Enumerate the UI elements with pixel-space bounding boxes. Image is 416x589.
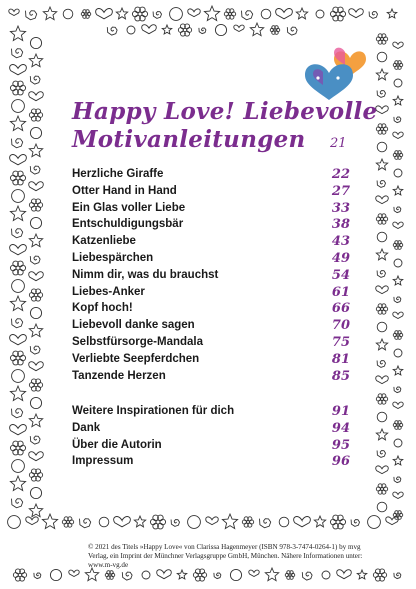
toc-entry[interactable] [72, 168, 350, 185]
toc-entry-page: 85 [331, 368, 350, 384]
toc-entry[interactable] [72, 235, 350, 252]
toc-entry-label: Impressum [72, 455, 134, 468]
toc-entry[interactable] [72, 202, 350, 219]
toc-entry[interactable] [72, 185, 350, 202]
toc-entry-label: Liebespärchen [72, 252, 154, 264]
toc-entry[interactable] [72, 353, 350, 370]
toc-entry[interactable] [72, 422, 350, 439]
toc-entry-label: Tanzende Herzen [72, 369, 166, 382]
toc-entry-label: Katzenliebe [72, 235, 136, 248]
toc-entry[interactable] [72, 252, 350, 269]
toc-entry[interactable] [72, 336, 350, 353]
toc-entry[interactable] [72, 218, 350, 235]
toc-entry-page: 75 [331, 335, 350, 350]
toc-entry-label: Entschuldigungsbär [72, 218, 184, 231]
copyright-notice: © 2021 des Titels »Happy Love« von Clarissa Hagenmeyer (ISBN 978-3-7474-0264-1) by mvg Verlag, ein Imprint der Münchner Verlagsgruppe GmbH, München. Nähere Informationen unter: www.m-vg.de [88, 543, 363, 569]
toc-entry-label: Ein Glas voller Liebe [72, 201, 186, 214]
toc-entry-label: Kopf hoch! [72, 302, 133, 315]
toc-entry-label: Liebes-Anker [72, 285, 145, 298]
toc-entry[interactable] [72, 302, 350, 319]
toc-entry[interactable] [72, 405, 350, 422]
toc-entry-page: 22 [331, 167, 350, 182]
toc-entry-label: Verliebte Seepferdchen [72, 352, 200, 365]
toc-entry-page: 66 [331, 301, 350, 317]
section-title-line1: Happy Love! Liebevolle [72, 98, 378, 125]
toc-entry-label: Dank [72, 421, 101, 434]
toc-entry-label: Liebevoll danke sagen [72, 319, 195, 332]
section-title-page: 21 [330, 136, 347, 151]
toc-entry[interactable] [72, 319, 350, 336]
toc-entry[interactable] [72, 370, 350, 387]
toc-entry[interactable] [72, 439, 350, 456]
toc-entry-page: 27 [331, 183, 350, 199]
toc-entry-page: 43 [331, 234, 350, 250]
toc-entry-page: 96 [331, 454, 350, 470]
toc-entry-page: 94 [331, 420, 350, 436]
toc-entry-page: 91 [331, 404, 350, 419]
toc-entry-page: 81 [331, 351, 350, 367]
toc-entry-page: 95 [331, 437, 350, 453]
toc-entry-page: 70 [331, 318, 350, 334]
section-title-line2: Motivanleitungen [72, 126, 306, 153]
toc-entry[interactable] [72, 455, 350, 472]
toc-entry-page: 33 [331, 200, 350, 216]
toc-entry[interactable] [72, 286, 350, 303]
toc-entry-label: Über die Autorin [72, 438, 162, 451]
toc-entry-label: Selbstfürsorge-Mandala [72, 336, 203, 348]
toc-entry-label: Weitere Inspirationen für dich [72, 405, 235, 417]
toc-entry-label: Herzliche Giraffe [72, 168, 164, 180]
toc-entry-label: Otter Hand in Hand [72, 184, 177, 197]
toc-entry-page: 49 [331, 251, 350, 266]
toc-entry-page: 38 [331, 217, 350, 233]
toc-entry-page: 61 [331, 284, 350, 300]
toc-entry-label: Nimm dir, was du brauchst [72, 268, 219, 281]
toc-entry-page: 54 [331, 267, 350, 283]
toc-entry[interactable] [72, 269, 350, 286]
